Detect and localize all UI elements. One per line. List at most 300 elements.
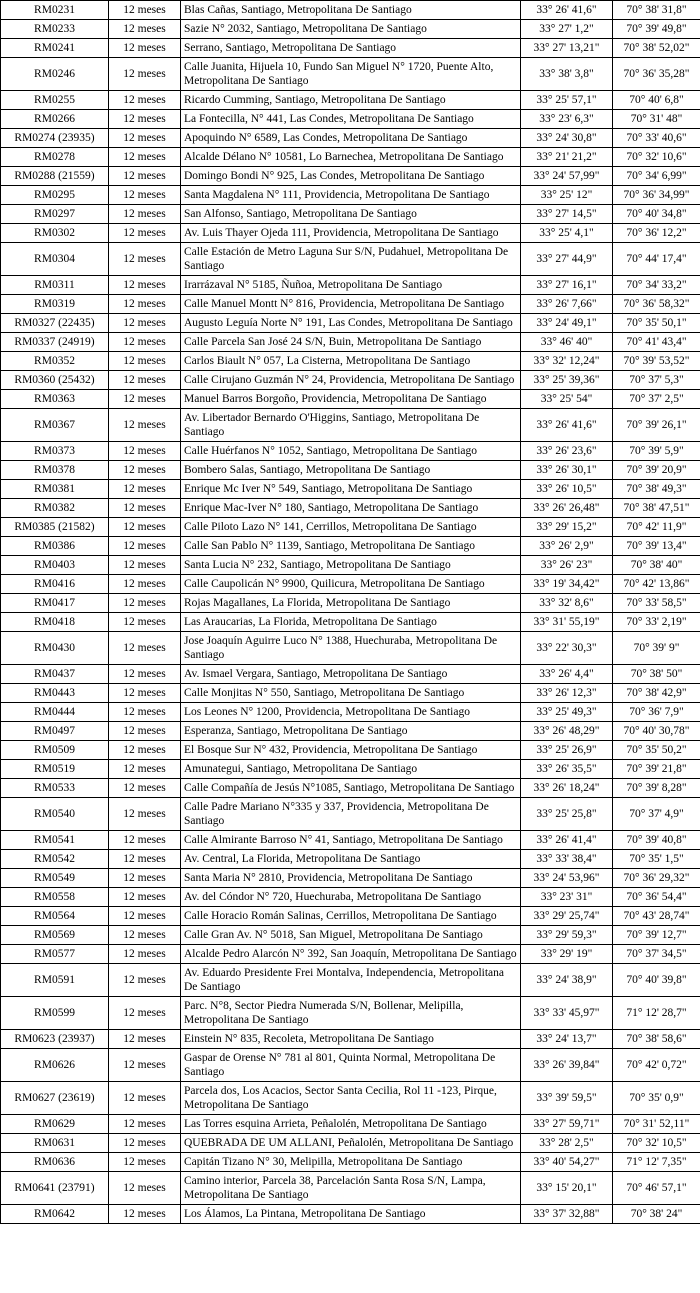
cell-address: Amunategui, Santiago, Metropolitana De Santiago	[181, 760, 521, 779]
cell-latitude: 33° 27' 44,9"	[521, 243, 613, 276]
cell-id: RM0386	[1, 537, 109, 556]
cell-longitude: 70° 38' 31,8"	[613, 1, 700, 20]
cell-latitude: 33° 38' 3,8"	[521, 58, 613, 91]
cell-longitude: 70° 34' 33,2"	[613, 276, 700, 295]
cell-address: La Fontecilla, N° 441, Las Condes, Metropolitana De Santiago	[181, 110, 521, 129]
cell-longitude: 70° 38' 24"	[613, 1205, 700, 1224]
cell-address: Av. Central, La Florida, Metropolitana De Santiago	[181, 850, 521, 869]
cell-longitude: 70° 31' 52,11"	[613, 1115, 700, 1134]
cell-id: RM0591	[1, 964, 109, 997]
cell-id: RM0382	[1, 499, 109, 518]
cell-longitude: 70° 39' 9"	[613, 632, 700, 665]
cell-latitude: 33° 26' 48,29"	[521, 722, 613, 741]
cell-longitude: 70° 37' 34,5"	[613, 945, 700, 964]
cell-address: Einstein N° 835, Recoleta, Metropolitana De Santiago	[181, 1030, 521, 1049]
cell-longitude: 70° 37' 4,9"	[613, 798, 700, 831]
table-row	[1, 537, 700, 556]
cell-address: Las Torres esquina Arrieta, Peñalolén, Metropolitana De Santiago	[181, 1115, 521, 1134]
cell-duration: 12 meses	[109, 186, 181, 205]
table-row	[1, 1134, 700, 1153]
cell-duration: 12 meses	[109, 148, 181, 167]
cell-id: RM0623 (23937)	[1, 1030, 109, 1049]
table-row	[1, 1, 700, 20]
cell-duration: 12 meses	[109, 295, 181, 314]
cell-latitude: 33° 37' 32,88"	[521, 1205, 613, 1224]
table-row	[1, 1172, 700, 1205]
cell-longitude: 70° 39' 20,9"	[613, 461, 700, 480]
cell-address: Blas Cañas, Santiago, Metropolitana De Santiago	[181, 1, 521, 20]
stations-table-body	[1, 1, 700, 1224]
cell-latitude: 33° 26' 39,84"	[521, 1049, 613, 1082]
cell-address: Calle Monjitas N° 550, Santiago, Metropolitana De Santiago	[181, 684, 521, 703]
cell-address: Calle Juanita, Hijuela 10, Fundo San Miguel N° 1720, Puente Alto, Metropolitana De Santiago	[181, 58, 521, 91]
cell-longitude: 70° 38' 58,6"	[613, 1030, 700, 1049]
cell-id: RM0577	[1, 945, 109, 964]
cell-longitude: 70° 39' 12,7"	[613, 926, 700, 945]
cell-duration: 12 meses	[109, 20, 181, 39]
cell-id: RM0444	[1, 703, 109, 722]
cell-duration: 12 meses	[109, 1134, 181, 1153]
cell-address: Gaspar de Orense N° 781 al 801, Quinta Normal, Metropolitana De Santiago	[181, 1049, 521, 1082]
table-row	[1, 39, 700, 58]
cell-duration: 12 meses	[109, 594, 181, 613]
cell-id: RM0497	[1, 722, 109, 741]
cell-duration: 12 meses	[109, 684, 181, 703]
cell-latitude: 33° 33' 45,97"	[521, 997, 613, 1030]
cell-id: RM0564	[1, 907, 109, 926]
table-row	[1, 148, 700, 167]
cell-duration: 12 meses	[109, 224, 181, 243]
table-row	[1, 888, 700, 907]
cell-latitude: 33° 25' 39,36"	[521, 371, 613, 390]
cell-latitude: 33° 26' 2,9"	[521, 537, 613, 556]
cell-duration: 12 meses	[109, 907, 181, 926]
cell-latitude: 33° 26' 41,6"	[521, 409, 613, 442]
cell-id: RM0381	[1, 480, 109, 499]
table-row	[1, 243, 700, 276]
cell-duration: 12 meses	[109, 537, 181, 556]
cell-longitude: 70° 36' 7,9"	[613, 703, 700, 722]
cell-latitude: 33° 46' 40"	[521, 333, 613, 352]
cell-longitude: 70° 42' 13,86"	[613, 575, 700, 594]
cell-address: Domingo Bondi N° 925, Las Condes, Metropolitana De Santiago	[181, 167, 521, 186]
table-row	[1, 333, 700, 352]
cell-longitude: 70° 42' 11,9"	[613, 518, 700, 537]
cell-duration: 12 meses	[109, 390, 181, 409]
cell-duration: 12 meses	[109, 314, 181, 333]
table-row	[1, 556, 700, 575]
cell-latitude: 33° 32' 8,6"	[521, 594, 613, 613]
cell-latitude: 33° 23' 6,3"	[521, 110, 613, 129]
table-row	[1, 461, 700, 480]
cell-latitude: 33° 29' 15,2"	[521, 518, 613, 537]
table-row	[1, 684, 700, 703]
cell-latitude: 33° 27' 14,5"	[521, 205, 613, 224]
cell-id: RM0519	[1, 760, 109, 779]
cell-duration: 12 meses	[109, 461, 181, 480]
cell-longitude: 70° 32' 10,6"	[613, 148, 700, 167]
cell-address: Bombero Salas, Santiago, Metropolitana De Santiago	[181, 461, 521, 480]
cell-address: Santa Lucia N° 232, Santiago, Metropolitana De Santiago	[181, 556, 521, 575]
cell-id: RM0231	[1, 1, 109, 20]
table-row	[1, 352, 700, 371]
table-row	[1, 518, 700, 537]
table-row	[1, 1082, 700, 1115]
cell-latitude: 33° 26' 12,3"	[521, 684, 613, 703]
cell-address: Enrique Mac-Iver N° 180, Santiago, Metropolitana De Santiago	[181, 499, 521, 518]
cell-address: San Alfonso, Santiago, Metropolitana De Santiago	[181, 205, 521, 224]
cell-longitude: 70° 35' 0,9"	[613, 1082, 700, 1115]
cell-duration: 12 meses	[109, 371, 181, 390]
table-row	[1, 167, 700, 186]
cell-address: Capitán Tizano N° 30, Melipilla, Metropolitana De Santiago	[181, 1153, 521, 1172]
cell-duration: 12 meses	[109, 1115, 181, 1134]
cell-latitude: 33° 29' 59,3"	[521, 926, 613, 945]
cell-id: RM0569	[1, 926, 109, 945]
table-row	[1, 1115, 700, 1134]
cell-id: RM0558	[1, 888, 109, 907]
cell-address: Sazie N° 2032, Santiago, Metropolitana De Santiago	[181, 20, 521, 39]
cell-id: RM0416	[1, 575, 109, 594]
cell-id: RM0255	[1, 91, 109, 110]
cell-latitude: 33° 24' 30,8"	[521, 129, 613, 148]
cell-duration: 12 meses	[109, 1082, 181, 1115]
cell-latitude: 33° 39' 59,5"	[521, 1082, 613, 1115]
cell-address: Enrique Mc Iver N° 549, Santiago, Metropolitana De Santiago	[181, 480, 521, 499]
cell-address: Calle Caupolicán N° 9900, Quilicura, Metropolitana De Santiago	[181, 575, 521, 594]
cell-id: RM0549	[1, 869, 109, 888]
cell-id: RM0642	[1, 1205, 109, 1224]
cell-address: Santa Maria N° 2810, Providencia, Metropolitana De Santiago	[181, 869, 521, 888]
cell-duration: 12 meses	[109, 613, 181, 632]
cell-longitude: 70° 38' 47,51"	[613, 499, 700, 518]
cell-address: Calle Padre Mariano N°335 y 337, Providencia, Metropolitana De Santiago	[181, 798, 521, 831]
cell-duration: 12 meses	[109, 632, 181, 665]
cell-longitude: 70° 41' 43,4"	[613, 333, 700, 352]
cell-latitude: 33° 27' 13,21"	[521, 39, 613, 58]
cell-longitude: 70° 39' 40,8"	[613, 831, 700, 850]
cell-address: Calle Piloto Lazo N° 141, Cerrillos, Metropolitana De Santiago	[181, 518, 521, 537]
cell-latitude: 33° 31' 55,19"	[521, 613, 613, 632]
cell-longitude: 70° 32' 10,5"	[613, 1134, 700, 1153]
cell-longitude: 70° 40' 6,8"	[613, 91, 700, 110]
cell-duration: 12 meses	[109, 276, 181, 295]
cell-duration: 12 meses	[109, 926, 181, 945]
cell-latitude: 33° 25' 54"	[521, 390, 613, 409]
cell-address: Camino interior, Parcela 38, Parcelación Santa Rosa S/N, Lampa, Metropolitana De Santiago	[181, 1172, 521, 1205]
cell-address: Av. Libertador Bernardo O'Higgins, Santiago, Metropolitana De Santiago	[181, 409, 521, 442]
cell-latitude: 33° 25' 49,3"	[521, 703, 613, 722]
cell-duration: 12 meses	[109, 798, 181, 831]
cell-address: Esperanza, Santiago, Metropolitana De Santiago	[181, 722, 521, 741]
cell-latitude: 33° 27' 1,2"	[521, 20, 613, 39]
cell-duration: 12 meses	[109, 1153, 181, 1172]
cell-duration: 12 meses	[109, 665, 181, 684]
table-row	[1, 276, 700, 295]
cell-address: Av. Luis Thayer Ojeda 111, Providencia, Metropolitana De Santiago	[181, 224, 521, 243]
cell-id: RM0418	[1, 613, 109, 632]
cell-address: El Bosque Sur N° 432, Providencia, Metropolitana De Santiago	[181, 741, 521, 760]
cell-address: Parc. N°8, Sector Piedra Numerada S/N, Bollenar, Melipilla, Metropolitana De Santiago	[181, 997, 521, 1030]
table-row	[1, 91, 700, 110]
cell-latitude: 33° 24' 38,9"	[521, 964, 613, 997]
cell-latitude: 33° 40' 54,27"	[521, 1153, 613, 1172]
cell-longitude: 70° 35' 50,2"	[613, 741, 700, 760]
cell-id: RM0304	[1, 243, 109, 276]
cell-duration: 12 meses	[109, 997, 181, 1030]
cell-latitude: 33° 24' 49,1"	[521, 314, 613, 333]
cell-longitude: 70° 36' 12,2"	[613, 224, 700, 243]
cell-latitude: 33° 26' 18,24"	[521, 779, 613, 798]
cell-longitude: 70° 33' 2,19"	[613, 613, 700, 632]
table-row	[1, 760, 700, 779]
table-row	[1, 964, 700, 997]
cell-latitude: 33° 29' 25,74"	[521, 907, 613, 926]
cell-id: RM0241	[1, 39, 109, 58]
cell-longitude: 70° 40' 34,8"	[613, 205, 700, 224]
cell-latitude: 33° 21' 21,2"	[521, 148, 613, 167]
cell-duration: 12 meses	[109, 1030, 181, 1049]
cell-id: RM0626	[1, 1049, 109, 1082]
cell-latitude: 33° 27' 59,71"	[521, 1115, 613, 1134]
cell-longitude: 70° 31' 48"	[613, 110, 700, 129]
cell-longitude: 70° 43' 28,74"	[613, 907, 700, 926]
cell-address: Calle Gran Av. N° 5018, San Miguel, Metropolitana De Santiago	[181, 926, 521, 945]
table-row	[1, 20, 700, 39]
cell-id: RM0297	[1, 205, 109, 224]
cell-latitude: 33° 26' 30,1"	[521, 461, 613, 480]
cell-address: Calle Manuel Montt N° 816, Providencia, Metropolitana De Santiago	[181, 295, 521, 314]
cell-latitude: 33° 26' 10,5"	[521, 480, 613, 499]
cell-address: Av. del Cóndor N° 720, Huechuraba, Metropolitana De Santiago	[181, 888, 521, 907]
table-row	[1, 926, 700, 945]
table-row	[1, 205, 700, 224]
cell-id: RM0533	[1, 779, 109, 798]
cell-duration: 12 meses	[109, 964, 181, 997]
table-row	[1, 850, 700, 869]
table-row	[1, 1030, 700, 1049]
table-row	[1, 798, 700, 831]
table-row	[1, 1205, 700, 1224]
cell-latitude: 33° 25' 4,1"	[521, 224, 613, 243]
cell-longitude: 70° 39' 26,1"	[613, 409, 700, 442]
cell-address: Los Leones N° 1200, Providencia, Metropolitana De Santiago	[181, 703, 521, 722]
cell-id: RM0327 (22435)	[1, 314, 109, 333]
cell-longitude: 70° 39' 13,4"	[613, 537, 700, 556]
cell-longitude: 70° 46' 57,1"	[613, 1172, 700, 1205]
cell-address: Calle Estación de Metro Laguna Sur S/N, Pudahuel, Metropolitana De Santiago	[181, 243, 521, 276]
cell-address: Calle San Pablo N° 1139, Santiago, Metropolitana De Santiago	[181, 537, 521, 556]
table-row	[1, 390, 700, 409]
cell-duration: 12 meses	[109, 129, 181, 148]
cell-latitude: 33° 19' 34,42"	[521, 575, 613, 594]
table-row	[1, 722, 700, 741]
cell-latitude: 33° 26' 7,66"	[521, 295, 613, 314]
cell-duration: 12 meses	[109, 499, 181, 518]
cell-longitude: 70° 36' 34,99"	[613, 186, 700, 205]
cell-duration: 12 meses	[109, 409, 181, 442]
cell-latitude: 33° 22' 30,3"	[521, 632, 613, 665]
cell-id: RM0378	[1, 461, 109, 480]
table-row	[1, 869, 700, 888]
cell-id: RM0233	[1, 20, 109, 39]
table-row	[1, 575, 700, 594]
cell-id: RM0437	[1, 665, 109, 684]
cell-address: Parcela dos, Los Acacios, Sector Santa Cecilia, Rol 11 -123, Pirque, Metropolitana De Santiago	[181, 1082, 521, 1115]
table-row	[1, 665, 700, 684]
cell-address: Calle Horacio Román Salinas, Cerrillos, Metropolitana De Santiago	[181, 907, 521, 926]
cell-longitude: 71° 12' 7,35"	[613, 1153, 700, 1172]
cell-id: RM0599	[1, 997, 109, 1030]
cell-address: Calle Huérfanos N° 1052, Santiago, Metropolitana De Santiago	[181, 442, 521, 461]
cell-id: RM0363	[1, 390, 109, 409]
cell-longitude: 70° 36' 35,28"	[613, 58, 700, 91]
cell-address: Av. Eduardo Presidente Frei Montalva, Independencia, Metropolitana De Santiago	[181, 964, 521, 997]
cell-address: Ricardo Cumming, Santiago, Metropolitana De Santiago	[181, 91, 521, 110]
cell-duration: 12 meses	[109, 1049, 181, 1082]
cell-address: Manuel Barros Borgoño, Providencia, Metropolitana De Santiago	[181, 390, 521, 409]
cell-longitude: 70° 36' 58,32"	[613, 295, 700, 314]
cell-address: Santa Magdalena N° 111, Providencia, Metropolitana De Santiago	[181, 186, 521, 205]
cell-id: RM0337 (24919)	[1, 333, 109, 352]
cell-latitude: 33° 26' 35,5"	[521, 760, 613, 779]
table-row	[1, 907, 700, 926]
cell-duration: 12 meses	[109, 575, 181, 594]
cell-longitude: 70° 38' 50"	[613, 665, 700, 684]
cell-duration: 12 meses	[109, 703, 181, 722]
cell-longitude: 70° 44' 17,4"	[613, 243, 700, 276]
cell-duration: 12 meses	[109, 945, 181, 964]
cell-latitude: 33° 25' 25,8"	[521, 798, 613, 831]
cell-longitude: 70° 38' 49,3"	[613, 480, 700, 499]
cell-longitude: 70° 39' 49,8"	[613, 20, 700, 39]
cell-address: Irarrázaval N° 5185, Ñuñoa, Metropolitana De Santiago	[181, 276, 521, 295]
cell-latitude: 33° 27' 16,1"	[521, 276, 613, 295]
cell-latitude: 33° 26' 41,4"	[521, 831, 613, 850]
table-row	[1, 1153, 700, 1172]
cell-latitude: 33° 26' 41,6"	[521, 1, 613, 20]
table-row	[1, 945, 700, 964]
cell-address: Alcalde Délano N° 10581, Lo Barnechea, Metropolitana De Santiago	[181, 148, 521, 167]
cell-id: RM0403	[1, 556, 109, 575]
cell-duration: 12 meses	[109, 205, 181, 224]
cell-duration: 12 meses	[109, 110, 181, 129]
cell-latitude: 33° 26' 26,48"	[521, 499, 613, 518]
table-row	[1, 58, 700, 91]
cell-address: Alcalde Pedro Alarcón N° 392, San Joaquín, Metropolitana De Santiago	[181, 945, 521, 964]
cell-latitude: 33° 24' 13,7"	[521, 1030, 613, 1049]
cell-latitude: 33° 25' 26,9"	[521, 741, 613, 760]
cell-longitude: 70° 42' 0,72"	[613, 1049, 700, 1082]
cell-id: RM0430	[1, 632, 109, 665]
cell-duration: 12 meses	[109, 831, 181, 850]
cell-id: RM0302	[1, 224, 109, 243]
cell-longitude: 70° 38' 42,9"	[613, 684, 700, 703]
table-row	[1, 997, 700, 1030]
cell-id: RM0641 (23791)	[1, 1172, 109, 1205]
cell-longitude: 70° 33' 58,5"	[613, 594, 700, 613]
cell-longitude: 70° 36' 54,4"	[613, 888, 700, 907]
cell-latitude: 33° 24' 57,99"	[521, 167, 613, 186]
cell-latitude: 33° 26' 23,6"	[521, 442, 613, 461]
table-row	[1, 594, 700, 613]
cell-latitude: 33° 25' 57,1"	[521, 91, 613, 110]
cell-duration: 12 meses	[109, 741, 181, 760]
cell-duration: 12 meses	[109, 722, 181, 741]
cell-latitude: 33° 15' 20,1"	[521, 1172, 613, 1205]
cell-duration: 12 meses	[109, 333, 181, 352]
table-row	[1, 1049, 700, 1082]
cell-duration: 12 meses	[109, 442, 181, 461]
cell-id: RM0541	[1, 831, 109, 850]
cell-id: RM0266	[1, 110, 109, 129]
cell-longitude: 71° 12' 28,7"	[613, 997, 700, 1030]
cell-latitude: 33° 28' 2,5"	[521, 1134, 613, 1153]
cell-latitude: 33° 29' 19"	[521, 945, 613, 964]
cell-duration: 12 meses	[109, 91, 181, 110]
cell-duration: 12 meses	[109, 888, 181, 907]
cell-address: Calle Cirujano Guzmán N° 24, Providencia, Metropolitana De Santiago	[181, 371, 521, 390]
cell-id: RM0274 (23935)	[1, 129, 109, 148]
cell-longitude: 70° 36' 29,32"	[613, 869, 700, 888]
table-row	[1, 741, 700, 760]
cell-duration: 12 meses	[109, 243, 181, 276]
cell-id: RM0627 (23619)	[1, 1082, 109, 1115]
cell-duration: 12 meses	[109, 850, 181, 869]
cell-address: Calle Compañía de Jesús N°1085, Santiago, Metropolitana De Santiago	[181, 779, 521, 798]
cell-address: QUEBRADA DE UM ALLANI, Peñalolén, Metropolitana De Santiago	[181, 1134, 521, 1153]
table-row	[1, 632, 700, 665]
cell-longitude: 70° 35' 50,1"	[613, 314, 700, 333]
table-row	[1, 703, 700, 722]
table-row	[1, 314, 700, 333]
cell-address: Calle Parcela San José 24 S/N, Buin, Metropolitana De Santiago	[181, 333, 521, 352]
cell-longitude: 70° 37' 2,5"	[613, 390, 700, 409]
table-row	[1, 442, 700, 461]
cell-id: RM0636	[1, 1153, 109, 1172]
cell-address: Serrano, Santiago, Metropolitana De Santiago	[181, 39, 521, 58]
table-row	[1, 110, 700, 129]
cell-id: RM0311	[1, 276, 109, 295]
cell-duration: 12 meses	[109, 480, 181, 499]
cell-duration: 12 meses	[109, 58, 181, 91]
cell-longitude: 70° 39' 21,8"	[613, 760, 700, 779]
cell-address: Calle Almirante Barroso N° 41, Santiago, Metropolitana De Santiago	[181, 831, 521, 850]
cell-latitude: 33° 33' 38,4"	[521, 850, 613, 869]
cell-id: RM0631	[1, 1134, 109, 1153]
cell-longitude: 70° 34' 6,99"	[613, 167, 700, 186]
cell-duration: 12 meses	[109, 1205, 181, 1224]
cell-id: RM0246	[1, 58, 109, 91]
cell-longitude: 70° 39' 53,52"	[613, 352, 700, 371]
cell-duration: 12 meses	[109, 167, 181, 186]
cell-latitude: 33° 26' 23"	[521, 556, 613, 575]
cell-id: RM0295	[1, 186, 109, 205]
table-row	[1, 186, 700, 205]
cell-latitude: 33° 26' 4,4"	[521, 665, 613, 684]
cell-latitude: 33° 23' 31"	[521, 888, 613, 907]
table-row	[1, 129, 700, 148]
cell-address: Augusto Leguía Norte N° 191, Las Condes, Metropolitana De Santiago	[181, 314, 521, 333]
cell-address: Av. Ismael Vergara, Santiago, Metropolitana De Santiago	[181, 665, 521, 684]
cell-address: Los Álamos, La Pintana, Metropolitana De Santiago	[181, 1205, 521, 1224]
table-row	[1, 613, 700, 632]
cell-longitude: 70° 35' 1,5"	[613, 850, 700, 869]
cell-id: RM0542	[1, 850, 109, 869]
cell-longitude: 70° 40' 30,78"	[613, 722, 700, 741]
cell-id: RM0319	[1, 295, 109, 314]
cell-duration: 12 meses	[109, 39, 181, 58]
